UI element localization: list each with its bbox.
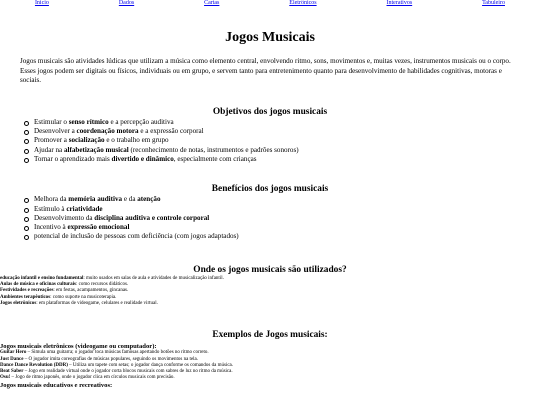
list-item: Jogos eletrônicos: em plataformas de videogame, celulares e realidade virtual. [0,300,158,306]
list-item: Ambientes terapêuticos: como suporte na musicoterapia. [0,294,117,300]
list-item: Guitar Hero – Simula uma guitarra; o jogador toca músicas famosas apertando botões no ritmo correto. [0,350,209,356]
list-item: Festividades e recreações: em festas, acampamentos, gincanas. [0,288,129,294]
nav-link-cartas[interactable]: Cartas [204,0,220,6]
list-item: Beat Saber – Jogo em realidade virtual onde o jogador corta blocos musicais com sabres de luz no ritmo da música. [0,369,233,375]
nav-link-tabuleiro[interactable]: Tabuleiro [482,0,505,6]
objectives-heading: Objetivos dos jogos musicais [212,106,328,117]
list-item: Promover a socialização e o trabalho em grupo [0,136,540,145]
nav-link-inicio[interactable]: Inicio [34,0,49,6]
nav-link-interativos[interactable]: Interativos [386,0,413,6]
benefits-list [0,195,540,241]
list-item: Dance Dance Revolution (DDR) – Utiliza um tapete com setas; o jogador dança conforme os comandos da música. [0,362,234,368]
list-item: Incentivo à expressão emocional [0,223,540,232]
usage-section [0,264,540,307]
electronic-games-title: Jogos musicais eletrônicos (videogame ou computador): [0,343,157,351]
examples-heading: Exemplos de Jogos musicais: [212,330,328,341]
list-item: Osu! – Jogo de ritmo japonês, onde o jogador clica em círculos musicais com precisão. [0,375,175,381]
list-item: Just Dance – O jogador imita coreografias de músicas populares, seguindo os movimentos na tela. [0,356,199,362]
usage-heading: Onde os jogos musicais são utilizados? [193,264,347,275]
list-item: Desenvolver a coordenação motora e a expressão corporal [0,127,540,136]
list-item: Estimular o senso rítmico e a percepção auditiva [0,118,540,127]
nav-link-dados[interactable]: Dados [118,0,135,6]
list-item: Estímulo à criatividade [0,205,540,214]
top-nav [0,0,540,7]
electronic-games-list [0,350,540,381]
list-item: educação infantil e ensino fundamental: muito usados em salas de aula e atividades de musicalização infantil. [0,275,224,281]
objectives-list [0,118,540,164]
nav-link-eletronicos[interactable]: Eletrônicos [289,0,317,6]
list-item: Melhora da memória auditiva e da atenção [0,195,540,204]
usage-list [0,276,540,307]
examples-section [0,329,540,388]
list-item: Aulas de música e oficinas culturais: como recursos didáticos. [0,282,129,288]
benefits-section [0,183,540,241]
educational-games-title: Jogos musicais educativos e recreativos: [0,381,113,389]
list-item: Ajudar na alfabetização musical (reconhecimento de notas, instrumentos e padrões sonoros) [0,146,540,155]
list-item: Tornar o aprendizado mais divertido e dinâmico, especialmente com crianças [0,155,540,164]
intro-paragraph: Jogos musicais são atividades lúdicas que utilizam a música como elemento central, envolvendo ritmo, sons, movimentos e, muitas vezes, instrumentos musicais ou o corpo. Esses jogos podem ser digitais ou físicos, individuais ou em grupo, e servem tanto para entretenimento quanto para desenvolvimento de habilidades cognitivas, motoras e sociais. [20,57,511,85]
page-title: Jogos Musicais [225,30,315,45]
list-item: potencial de inclusão de pessoas com deficiência (com jogos adaptados) [0,232,540,241]
benefits-heading: Benefícios dos jogos musicais [211,184,329,195]
list-item: Desenvolvimento da disciplina auditiva e controle corporal [0,214,540,223]
objectives-section [0,106,540,164]
